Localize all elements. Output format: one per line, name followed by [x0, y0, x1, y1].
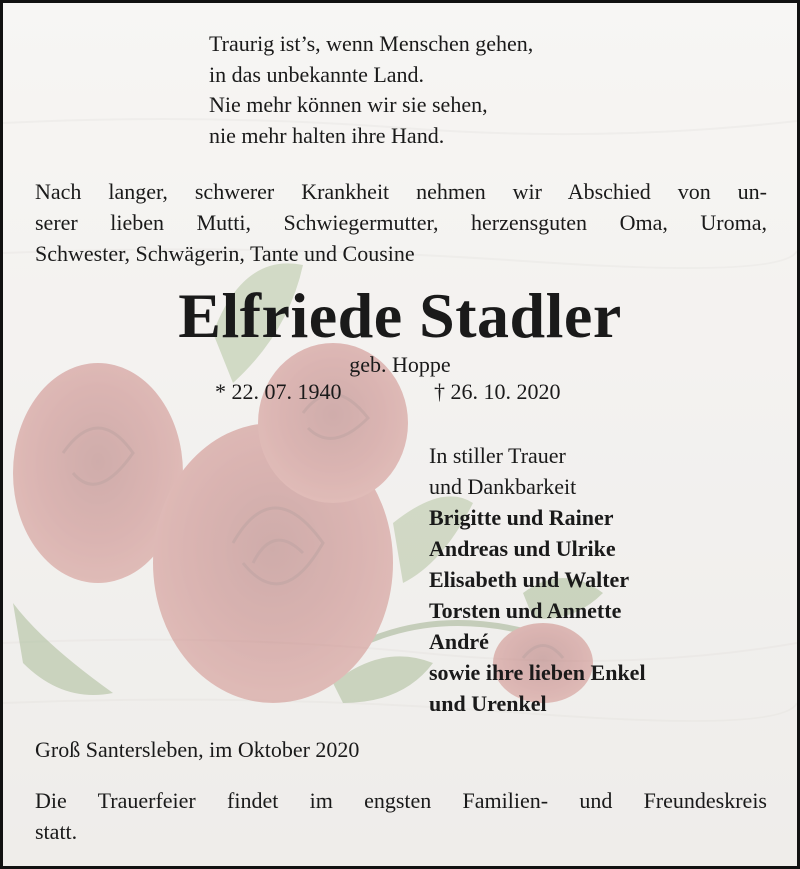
poem-line: Traurig ist’s, wenn Menschen gehen,	[209, 31, 534, 56]
intro-line: serer lieben Mutti, Schwiegermutter, herzensguten Oma, Uroma,	[35, 210, 767, 235]
poem-line: Nie mehr können wir sie sehen,	[209, 92, 488, 117]
death-date: † 26. 10. 2020	[434, 379, 561, 404]
mourner-name: André	[429, 629, 489, 654]
poem-line: nie mehr halten ihre Hand.	[209, 122, 445, 148]
intro-paragraph	[35, 176, 767, 269]
mourner-name: Elisabeth und Walter	[429, 567, 630, 592]
funeral-notice	[35, 785, 767, 847]
birth-name: geb. Hoppe	[349, 352, 451, 377]
intro-line: Schwester, Schwägerin, Tante und Cousine	[35, 241, 415, 266]
mourner-name: Andreas und Ulrike	[429, 536, 616, 561]
text-layer	[3, 3, 797, 866]
poem	[209, 29, 533, 151]
mourners-lead-line: In stiller Trauer	[429, 443, 566, 468]
mourner-name: Torsten und Annette	[429, 598, 622, 623]
mourner-name: und Urenkel	[429, 691, 547, 716]
mourners-list	[429, 440, 646, 719]
mourner-name: sowie ihre lieben Enkel	[429, 660, 646, 685]
poem-line: in das unbekannte Land.	[209, 61, 425, 87]
funeral-line: Die Trauerfeier findet im engsten Familien- und Freundeskreis	[35, 788, 767, 813]
mourners-lead-line: und Dankbarkeit	[429, 474, 577, 499]
deceased-name: Elfriede Stadler	[178, 280, 622, 351]
birth-date: * 22. 07. 1940	[215, 379, 342, 404]
place-date: Groß Santersleben, im Oktober 2020	[35, 737, 360, 762]
funeral-line: statt.	[35, 819, 78, 844]
intro-line: Nach langer, schwerer Krankheit nehmen wir Abschied von un-	[35, 179, 767, 204]
mourner-name: Brigitte und Rainer	[429, 505, 614, 530]
